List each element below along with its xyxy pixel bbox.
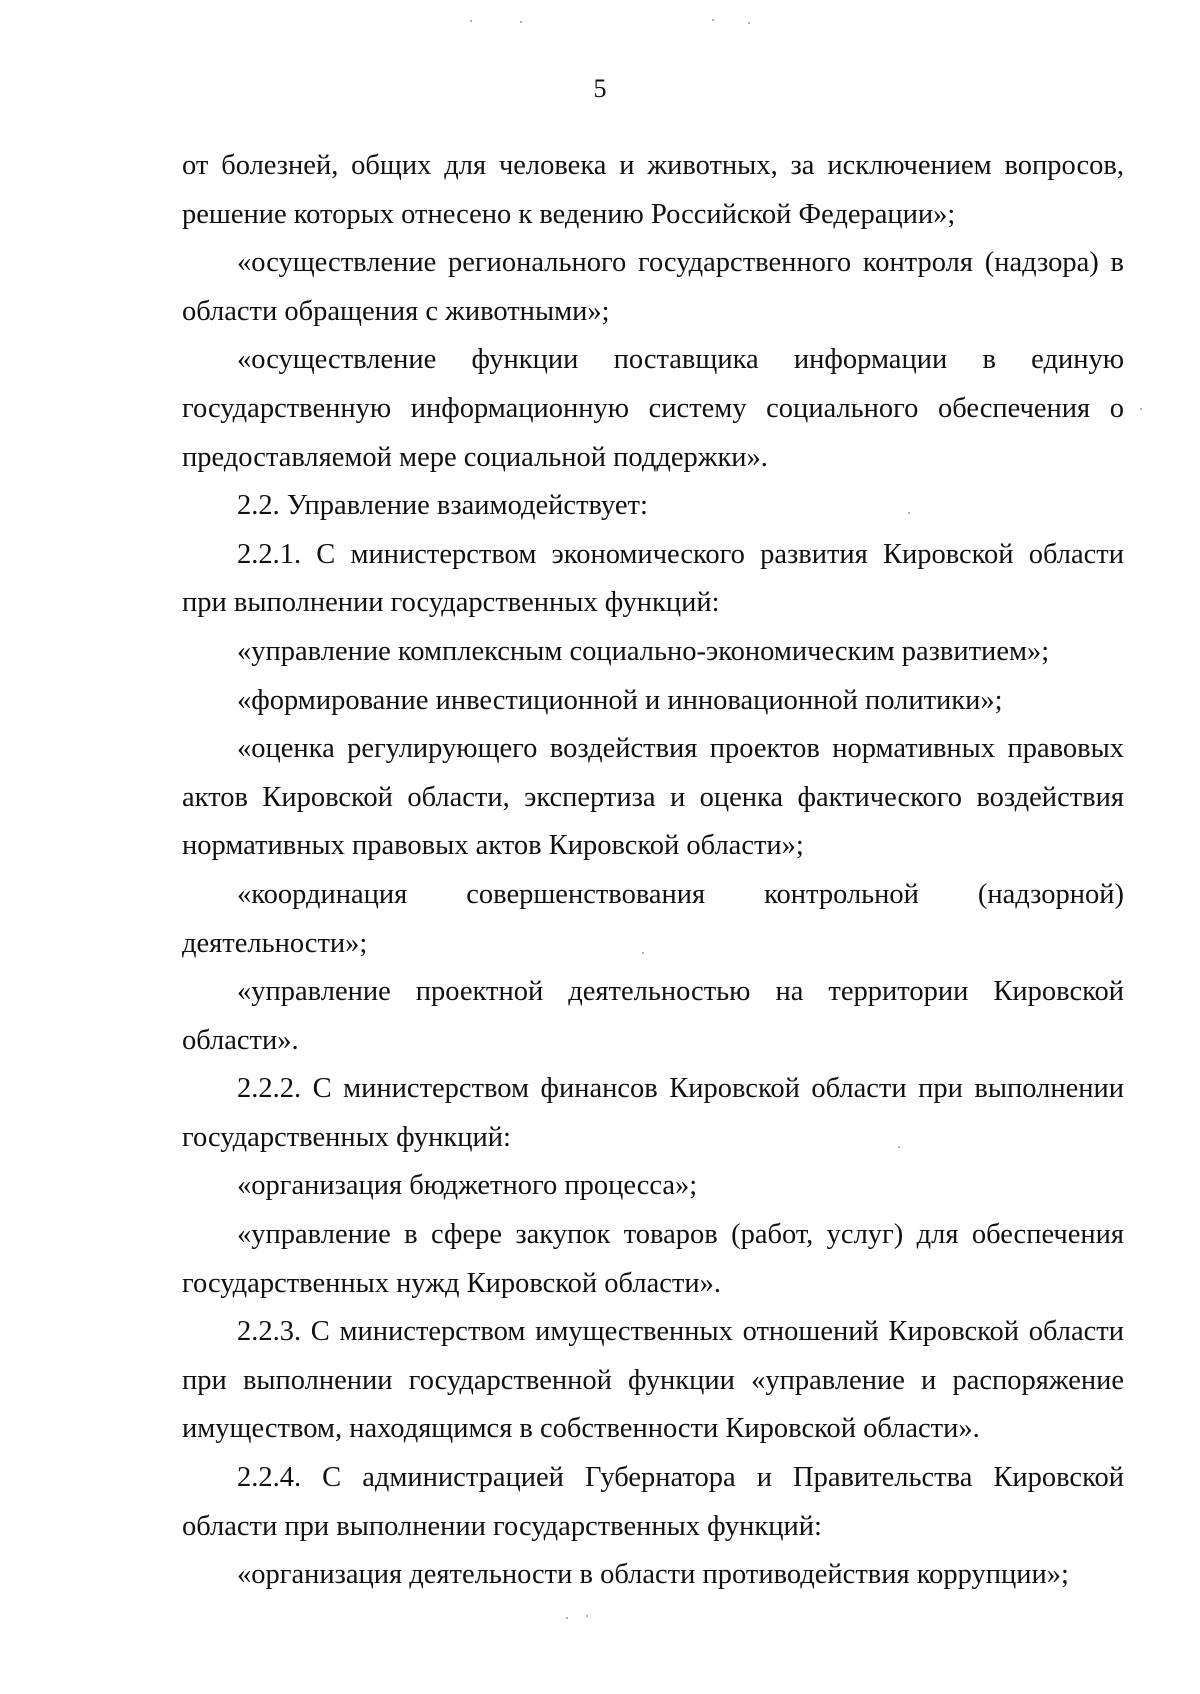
paragraph-2-2-4: 2.2.4. С администрацией Губернатора и Правительства Кировской области при выполнении государственных функций: xyxy=(182,1462,1124,1542)
paragraph-info-supplier: «осуществление функции поставщика информации в единую государственную информационную систему социального обеспечения о предоставляемой мере социальной поддержки». xyxy=(182,344,1124,473)
paragraph-control-coordination: «координация совершенствования контрольной (надзорной) деятельности»; xyxy=(182,878,1124,959)
document-body xyxy=(182,142,1124,1600)
paragraph-2-2-heading: 2.2. Управление взаимодействует: xyxy=(237,490,648,522)
paragraph-budget-process: «организация бюджетного процесса»; xyxy=(237,1170,698,1202)
scan-speck xyxy=(712,19,714,21)
paragraph-2-2-1: 2.2.1. С министерством экономического развития Кировской области при выполнении государственных функций: xyxy=(182,538,1124,619)
scan-speck xyxy=(642,952,644,954)
scan-speck xyxy=(748,22,750,24)
paragraph-regional-control: «осуществление регионального государственного контроля (надзора) в области обращения с животными»; xyxy=(182,247,1124,327)
scan-speck xyxy=(908,512,910,514)
scan-speck xyxy=(470,20,472,22)
paragraph-project-management: «управление проектной деятельностью на территории Кировской области». xyxy=(182,976,1124,1056)
scan-speck xyxy=(898,1146,900,1148)
scan-speck xyxy=(586,1615,588,1617)
paragraph-2-2-3: 2.2.3. С министерством имущественных отношений Кировской области при выполнении государственной функции «управление и распоряжение имуществом, находящимся в собственности Кировской области». xyxy=(182,1316,1124,1445)
scan-speck xyxy=(566,1617,568,1619)
paragraph-anti-corruption: «организация деятельности в области противодействия коррупции»; xyxy=(237,1559,1069,1591)
paragraph-complex-development: «управление комплексным социально-экономическим развитием»; xyxy=(237,635,1050,667)
paragraph-procurement: «управление в сфере закупок товаров (работ, услуг) для обеспечения государственных нужд Кировской области». xyxy=(182,1219,1124,1299)
page-number: 5 xyxy=(593,74,607,103)
scan-speck xyxy=(1140,408,1142,410)
paragraph-regulatory-impact: «оценка регулирующего воздействия проектов нормативных правовых актов Кировской области, экспертиза и оценка фактического воздействия нормативных правовых актов Кировской области»; xyxy=(182,733,1124,862)
paragraph-investment-policy: «формирование инвестиционной и инновационной политики»; xyxy=(237,684,1003,716)
scan-speck xyxy=(520,21,522,23)
paragraph-continuation: от болезней, общих для человека и животных, за исключением вопросов, решение которых отнесено к ведению Российской Федерации»; xyxy=(182,150,1124,230)
paragraph-2-2-2: 2.2.2. С министерством финансов Кировской области при выполнении государственных функций: xyxy=(182,1073,1124,1153)
